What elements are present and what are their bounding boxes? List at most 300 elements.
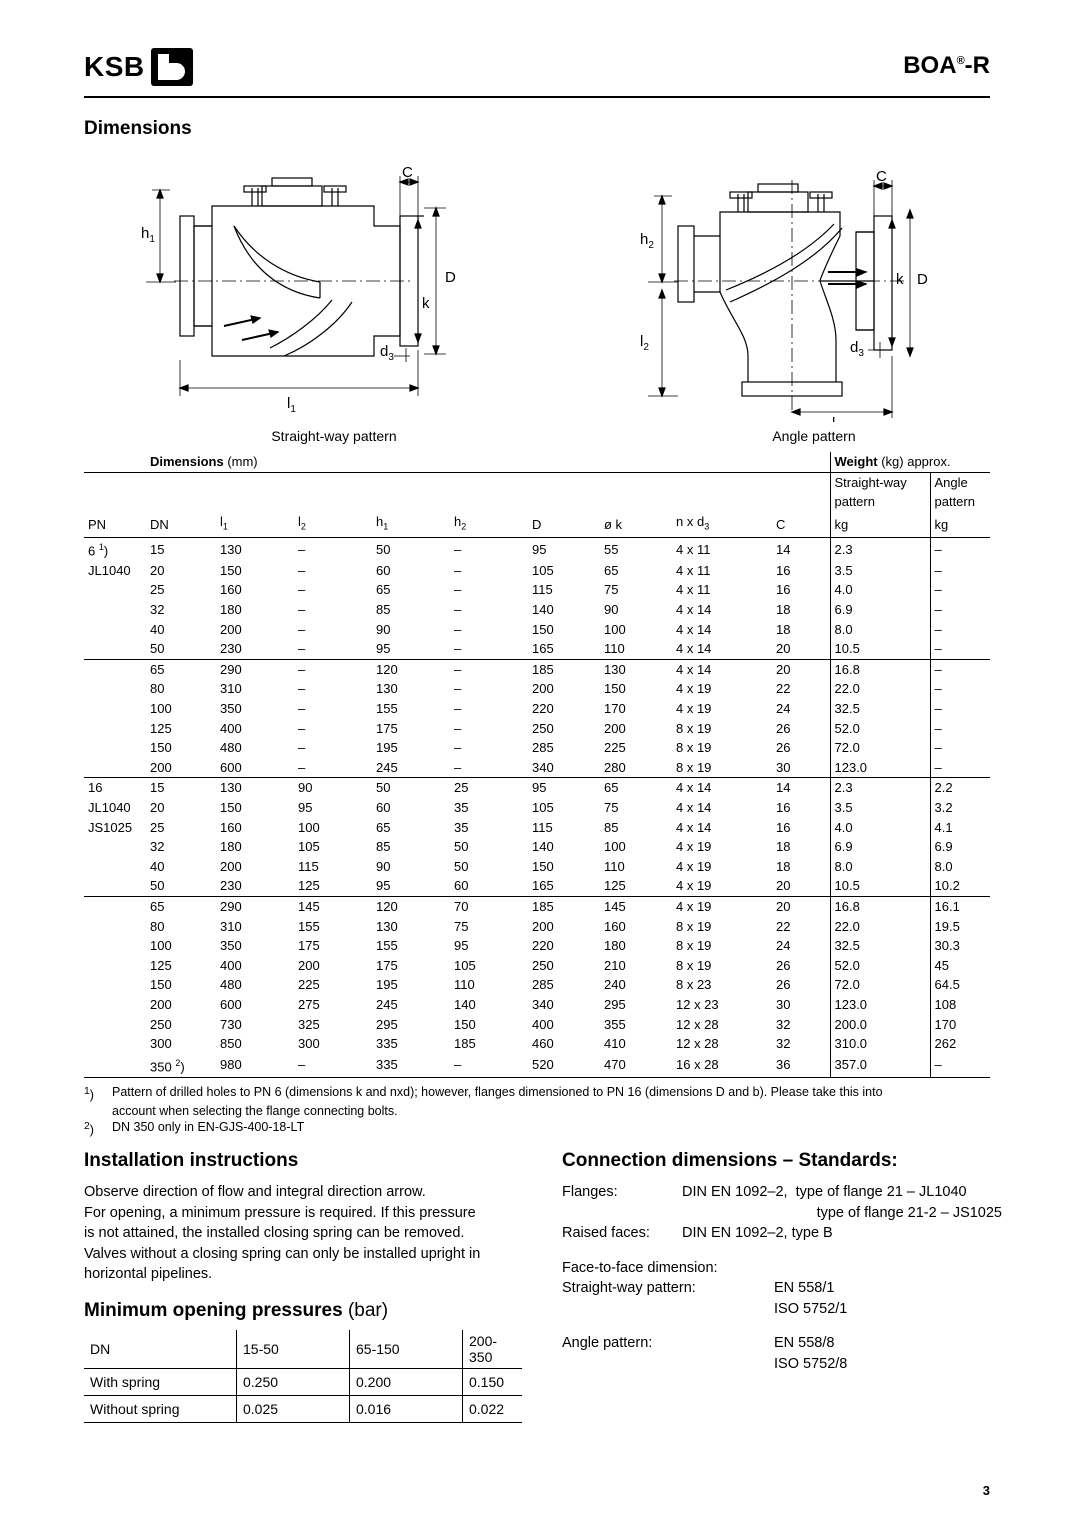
cell-l1: 600 (220, 996, 242, 1012)
min-opening-heading (84, 1300, 388, 1322)
label-h1: $h_1$ (141, 225, 155, 245)
table-row (84, 857, 990, 877)
cell-l2: 105 (298, 839, 320, 855)
cell-d: 150 (532, 621, 554, 637)
spacer (562, 1319, 1002, 1333)
table-row (84, 975, 990, 995)
cell-h1: 335 (372, 1054, 450, 1077)
footnote-1-text2: account when selecting the flange connecting bolts. (112, 1104, 398, 1119)
cell-h2: – (454, 701, 462, 717)
min-opening-title: Minimum opening pressures (84, 1300, 343, 1321)
cell-l1: 180 (220, 839, 242, 855)
cell-c: 32 (776, 1016, 791, 1032)
cell-c: 18 (776, 839, 791, 855)
col-head-h2: $h_2$ (450, 512, 528, 538)
cell-nxd3: 8 x 23 (676, 977, 712, 993)
cell-h2: – (454, 621, 462, 637)
label-l2-horiz (832, 415, 841, 422)
cell-c: 18 (776, 602, 791, 618)
cell-weight-angle: – (930, 1054, 990, 1077)
installation-heading: Installation instructions (84, 1150, 299, 1171)
cell-weight-angle: 2.2 (930, 778, 990, 798)
cell-weight-angle: 45 (930, 956, 990, 976)
installation-body (84, 1182, 544, 1285)
cell-h2: 185 (454, 1036, 476, 1052)
cell-d: 340 (528, 758, 600, 778)
table-row (84, 896, 990, 916)
cell-h1: 175 (376, 720, 398, 736)
label-d3-straight: $d_3$ (380, 343, 394, 363)
cell-weight-angle: – (930, 719, 990, 739)
table-row (84, 639, 990, 659)
cell-k: 410 (604, 1036, 626, 1052)
cell-c: 16 (776, 800, 791, 816)
cell-nxd3: 12 x 23 (676, 996, 719, 1012)
cell-weight-straight: 310.0 (830, 1034, 930, 1054)
table-row (84, 1034, 990, 1054)
cell-l2: – (298, 602, 306, 618)
cell-l1: 850 (220, 1036, 242, 1052)
cell-l1: 150 (220, 800, 242, 816)
cell-l2: 90 (298, 780, 313, 796)
cell-h1: 90 (376, 621, 391, 637)
cell-c: 20 (772, 639, 830, 659)
table-row (84, 1054, 990, 1077)
cell-d: 285 (532, 740, 554, 756)
cell-l1: 310 (220, 918, 242, 934)
cell-k: 110 (604, 858, 625, 874)
cell-weight-straight: 22.0 (830, 917, 930, 937)
table-row (84, 798, 990, 818)
cell-h1: 195 (376, 977, 398, 993)
cell-nxd3: 4 x 11 (676, 562, 711, 578)
cell-h2: – (454, 541, 462, 557)
cell-weight-angle: – (930, 699, 990, 719)
cell-weight-angle: – (930, 561, 990, 581)
cell-pn: JS1025 (88, 819, 133, 835)
cell-h2: – (454, 582, 462, 598)
connection-flanges-row (562, 1182, 1002, 1203)
col-head-c: C (772, 512, 830, 538)
cell-weight-angle: – (930, 738, 990, 758)
cell-weight-angle: – (930, 537, 990, 560)
cell-c: 26 (776, 957, 791, 973)
dimensions-table (84, 452, 990, 1078)
cell-pn (84, 738, 146, 758)
cell-l2: 175 (298, 938, 320, 954)
footnotes (84, 1084, 996, 1138)
cell-h2: 110 (454, 977, 475, 993)
cell-weight-straight: 10.5 (830, 876, 930, 896)
footnote-1-text: Pattern of drilled holes to PN 6 (dimensions k and nxd); however, flanges dimensioned to PN 16 (dimensions D and b). Please take this into (112, 1085, 883, 1099)
cell-h1: 335 (376, 1036, 398, 1052)
cell-d: 220 (532, 938, 554, 954)
cell-c: 20 (776, 661, 791, 677)
cell-pn (84, 580, 146, 600)
cell-dn: 100 (150, 701, 172, 717)
cell-l2: – (298, 740, 306, 756)
table-row (84, 995, 990, 1015)
cell-weight-angle: 262 (930, 1034, 990, 1054)
cell-weight-angle: – (930, 639, 990, 659)
connection-raised-value: DIN EN 1092–2, type B (682, 1225, 833, 1241)
cell-h1: 95 (372, 876, 450, 896)
cell-weight-straight: 357.0 (830, 1054, 930, 1077)
cell-c: 26 (776, 977, 791, 993)
cell-weight-angle: 10.2 (930, 876, 990, 896)
minop-head-range3: 200-350 (463, 1330, 523, 1369)
cell-dn: 150 (150, 740, 172, 756)
cell-weight-angle: – (930, 580, 990, 600)
cell-h1: 95 (372, 639, 450, 659)
cell-h1: 245 (376, 996, 398, 1012)
cell-nxd3: 8 x 19 (676, 740, 712, 756)
connection-flanges-standard: DIN EN 1092–2, (682, 1184, 788, 1200)
cell-nxd3: 4 x 14 (676, 602, 712, 618)
table-subheader-row-1 (84, 472, 990, 492)
cell-weight-angle: 19.5 (930, 917, 990, 937)
cell-nxd3: 4 x 19 (676, 681, 712, 697)
table-row (84, 699, 990, 719)
cell-d: 340 (532, 996, 554, 1012)
cell-l2: – (294, 639, 372, 659)
cell-k: 180 (604, 938, 626, 954)
table-row (84, 818, 990, 838)
spacer (562, 1354, 774, 1375)
cell-k: 100 (604, 621, 626, 637)
cell-pn (84, 600, 146, 620)
cell-dn: 32 (150, 839, 165, 855)
connection-flanges-type2: type of flange 21-2 – JS1025 (816, 1204, 1002, 1221)
cell-h1: 60 (376, 562, 391, 578)
cell-weight-angle: 8.0 (930, 857, 990, 877)
cell-nxd3: 4 x 14 (676, 780, 712, 796)
cell-h2: 25 (454, 780, 469, 796)
cell-weight-straight: 22.0 (830, 679, 930, 699)
connection-raised-label: Raised faces: (562, 1225, 650, 1241)
cell-weight-straight: 52.0 (830, 956, 930, 976)
cell-h2: – (450, 1054, 528, 1077)
cell-d: 185 (532, 661, 554, 677)
cell-nxd3: 4 x 19 (676, 898, 712, 914)
col-head-d: D (528, 512, 600, 538)
table-row (84, 561, 990, 581)
label-k-angle: k (896, 271, 904, 288)
cell-h2: 140 (454, 996, 476, 1012)
product-name: BOA (903, 52, 957, 79)
cell-pn (84, 837, 146, 857)
cell-dn: 200 (146, 758, 216, 778)
cell-l2: – (298, 720, 306, 736)
table-row (84, 936, 990, 956)
cell-l2: – (298, 541, 306, 557)
cell-c: 24 (776, 701, 791, 717)
cell-dn: 50 (146, 876, 216, 896)
cell-k: 355 (604, 1016, 626, 1032)
cell-d: 140 (532, 602, 554, 618)
cell-l2: 95 (298, 800, 313, 816)
cell-l2: 300 (298, 1036, 320, 1052)
cell-pn (84, 679, 146, 699)
cell-weight-angle: 3.2 (930, 798, 990, 818)
cell-pn (84, 936, 146, 956)
cell-pn (84, 876, 146, 896)
cell-c: 22 (776, 918, 791, 934)
col-head-kg-straight: kg (830, 512, 930, 538)
cell-d: 185 (532, 898, 554, 914)
table-row (84, 1015, 990, 1035)
cell-weight-straight: 8.0 (830, 857, 930, 877)
minop-label-with-spring: With spring (84, 1369, 237, 1396)
subheader-angle-2: pattern (930, 492, 990, 512)
footnote-1-mark: $^1$) (84, 1086, 94, 1103)
spacer (562, 1203, 682, 1224)
cell-l1: 130 (220, 780, 242, 796)
cell-h2: 105 (454, 957, 476, 973)
minop-label-without-spring: Without spring (84, 1396, 237, 1423)
cell-k: 280 (600, 758, 672, 778)
cell-pn (84, 995, 146, 1015)
cell-c: 26 (776, 740, 791, 756)
footnote-1 (84, 1084, 996, 1103)
cell-l1: 400 (220, 720, 242, 736)
cell-c: 16 (776, 819, 791, 835)
cell-c: 14 (776, 780, 791, 796)
cell-dn: 15 (150, 780, 165, 796)
cell-h2: – (454, 740, 462, 756)
cell-pn (84, 1054, 146, 1077)
cell-weight-straight: 72.0 (830, 975, 930, 995)
label-d-angle: D (917, 271, 928, 288)
cell-weight-straight: 16.8 (830, 659, 930, 679)
cell-c: 24 (776, 938, 791, 954)
connection-angle-row (562, 1333, 1002, 1354)
installation-line: horizontal pipelines. (84, 1266, 213, 1282)
table-subheader-row-2 (84, 492, 990, 512)
cell-nxd3: 4 x 11 (676, 582, 711, 598)
cell-l1: 160 (220, 582, 242, 598)
cell-l2: 275 (298, 996, 320, 1012)
cell-pn (84, 1034, 146, 1054)
cell-dn: 125 (150, 720, 172, 736)
cell-weight-angle: 16.1 (930, 896, 990, 916)
cell-k: 130 (604, 661, 626, 677)
cell-dn: 250 (150, 1016, 172, 1032)
cell-pn (84, 659, 146, 679)
cell-d: 200 (532, 918, 554, 934)
minop-head-range2: 65-150 (350, 1330, 463, 1369)
connection-flanges-row-2 (562, 1203, 1002, 1224)
cell-d: 140 (532, 839, 554, 855)
cell-weight-angle: 170 (930, 1015, 990, 1035)
connection-body (562, 1182, 1002, 1374)
cell-h1: 295 (376, 1016, 398, 1032)
cell-weight-straight: 3.5 (830, 561, 930, 581)
cell-pn (84, 699, 146, 719)
cell-pn: JL1040 (88, 800, 131, 816)
cell-nxd3: 4 x 19 (676, 858, 712, 874)
connection-angle-label: Angle pattern: (562, 1335, 653, 1351)
cell-d: 95 (532, 780, 547, 796)
group-header-weight: Weight (kg) approx. (830, 452, 990, 472)
cell-nxd3: 4 x 11 (676, 541, 711, 557)
cell-d: 115 (532, 582, 553, 598)
cell-pn (84, 975, 146, 995)
cell-l1: 180 (220, 602, 242, 618)
caption-straight-way: Straight-way pattern (271, 428, 397, 444)
cell-k: 65 (604, 780, 619, 796)
cell-pn: 16 (88, 780, 103, 796)
cell-weight-straight: 6.9 (830, 600, 930, 620)
spacer-cell (84, 492, 830, 512)
cell-d: 105 (532, 800, 554, 816)
min-opening-table (84, 1330, 522, 1423)
cell-l1: 290 (220, 661, 242, 677)
cell-d: 150 (532, 858, 554, 874)
cell-l2: – (294, 1054, 372, 1077)
cell-h1: 50 (376, 541, 391, 557)
cell-nxd3: 8 x 19 (676, 938, 712, 954)
cell-h2: 95 (454, 938, 469, 954)
cell-nxd3: 12 x 28 (676, 1016, 719, 1032)
caption-angle-pattern: Angle pattern (772, 428, 856, 444)
cell-l2: – (298, 701, 306, 717)
cell-l2: 100 (298, 819, 320, 835)
cell-nxd3: 4 x 19 (676, 701, 712, 717)
ksb-logo (84, 48, 193, 86)
label-d-straight: D (445, 269, 456, 286)
minop-value: 0.150 (463, 1369, 523, 1396)
cell-l1: 350 (220, 701, 242, 717)
connection-straight-row (562, 1278, 1002, 1299)
table-row (84, 1369, 522, 1396)
cell-l1: 480 (220, 740, 242, 756)
footnote-2-text: DN 350 only in EN-GJS-400-18-LT (112, 1120, 305, 1135)
cell-weight-straight: 200.0 (830, 1015, 930, 1035)
cell-h2: 35 (454, 819, 469, 835)
cell-d: 105 (532, 562, 554, 578)
minop-head-range1: 15-50 (237, 1330, 350, 1369)
col-head-l1: $l_1$ (216, 512, 294, 538)
col-head-nxd3: n x $d_3$ (672, 512, 772, 538)
page-number: 3 (982, 1483, 990, 1498)
cell-dn: 65 (150, 661, 165, 677)
cell-h1: 245 (372, 758, 450, 778)
cell-h2: 50 (454, 858, 469, 874)
spacer (562, 1244, 1002, 1258)
cell-l1: 150 (220, 562, 242, 578)
cell-h1: 90 (376, 858, 391, 874)
table-row (84, 679, 990, 699)
table-row (84, 738, 990, 758)
cell-weight-straight: 123.0 (830, 995, 930, 1015)
connection-straight-value-2: ISO 5752/1 (774, 1300, 848, 1317)
cell-nxd3: 8 x 19 (676, 720, 712, 736)
cell-k: 160 (604, 918, 626, 934)
col-head-k: ø k (600, 512, 672, 538)
cell-weight-straight: 32.5 (830, 699, 930, 719)
table-row (84, 956, 990, 976)
cell-h1: 130 (376, 681, 398, 697)
registered-mark: ® (956, 55, 965, 67)
cell-c: 20 (772, 876, 830, 896)
cell-l2: – (298, 621, 306, 637)
table-row (84, 719, 990, 739)
cell-d: 285 (532, 977, 554, 993)
cell-h1: 195 (376, 740, 398, 756)
label-c-angle: C (876, 168, 887, 185)
label-l2-vert: $l_2$ (640, 333, 649, 353)
cell-c: 32 (776, 1036, 791, 1052)
cell-dn: 150 (150, 977, 172, 993)
cell-h1: 120 (376, 661, 398, 677)
cell-dn: 40 (150, 621, 165, 637)
cell-k: 170 (604, 701, 626, 717)
cell-h1: 50 (376, 780, 391, 796)
cell-k: 75 (604, 800, 619, 816)
cell-nxd3: 4 x 14 (676, 800, 712, 816)
cell-dn: 25 (150, 582, 165, 598)
cell-h1: 60 (376, 800, 391, 816)
installation-line: For opening, a minimum pressure is required. If this pressure (84, 1204, 476, 1221)
cell-weight-angle: – (930, 758, 990, 778)
cell-dn: 32 (150, 602, 165, 618)
minop-value: 0.016 (350, 1396, 463, 1423)
cell-l2: – (298, 681, 306, 697)
cell-weight-straight: 3.5 (830, 798, 930, 818)
cell-l1: 350 (220, 938, 242, 954)
cell-weight-straight: 8.0 (830, 620, 930, 640)
cell-h2: 50 (454, 839, 469, 855)
cell-l1: 130 (220, 541, 242, 557)
table-row (84, 917, 990, 937)
cell-h1: 175 (376, 957, 398, 973)
table-row (84, 876, 990, 896)
cell-dn: 40 (150, 858, 165, 874)
label-c-straight: C (402, 164, 413, 181)
cell-l1: 230 (216, 639, 294, 659)
cell-k: 145 (604, 898, 626, 914)
label-h2: $h_2$ (640, 231, 654, 251)
cell-dn: 20 (150, 800, 165, 816)
cell-dn: 200 (150, 996, 172, 1012)
cell-h1: 85 (376, 602, 391, 618)
cell-l2: 145 (298, 898, 320, 914)
cell-l2: – (298, 562, 306, 578)
cell-weight-straight: 123.0 (830, 758, 930, 778)
cell-nxd3: 16 x 28 (672, 1054, 772, 1077)
cell-k: 85 (604, 819, 619, 835)
spacer (562, 1299, 774, 1320)
cell-h1: 130 (376, 918, 398, 934)
subheader-angle: Angle (930, 472, 990, 492)
col-head-kg-angle: kg (930, 512, 990, 538)
cell-k: 55 (604, 541, 619, 557)
cell-c: 26 (776, 720, 791, 736)
connection-heading: Connection dimensions – Standards: (562, 1150, 898, 1171)
cell-l1: 730 (220, 1016, 242, 1032)
minop-head-dn: DN (84, 1330, 237, 1369)
cell-nxd3: 4 x 19 (676, 839, 712, 855)
cell-h2: – (454, 661, 462, 677)
spacer-cell (84, 472, 830, 492)
cell-h1: 85 (376, 839, 391, 855)
cell-l1: 980 (216, 1054, 294, 1077)
cell-l2: 155 (298, 918, 320, 934)
footnote-2-mark: $^2$) (84, 1121, 94, 1138)
table-row (84, 580, 990, 600)
connection-ftf-label: Face-to-face dimension: (562, 1259, 718, 1276)
